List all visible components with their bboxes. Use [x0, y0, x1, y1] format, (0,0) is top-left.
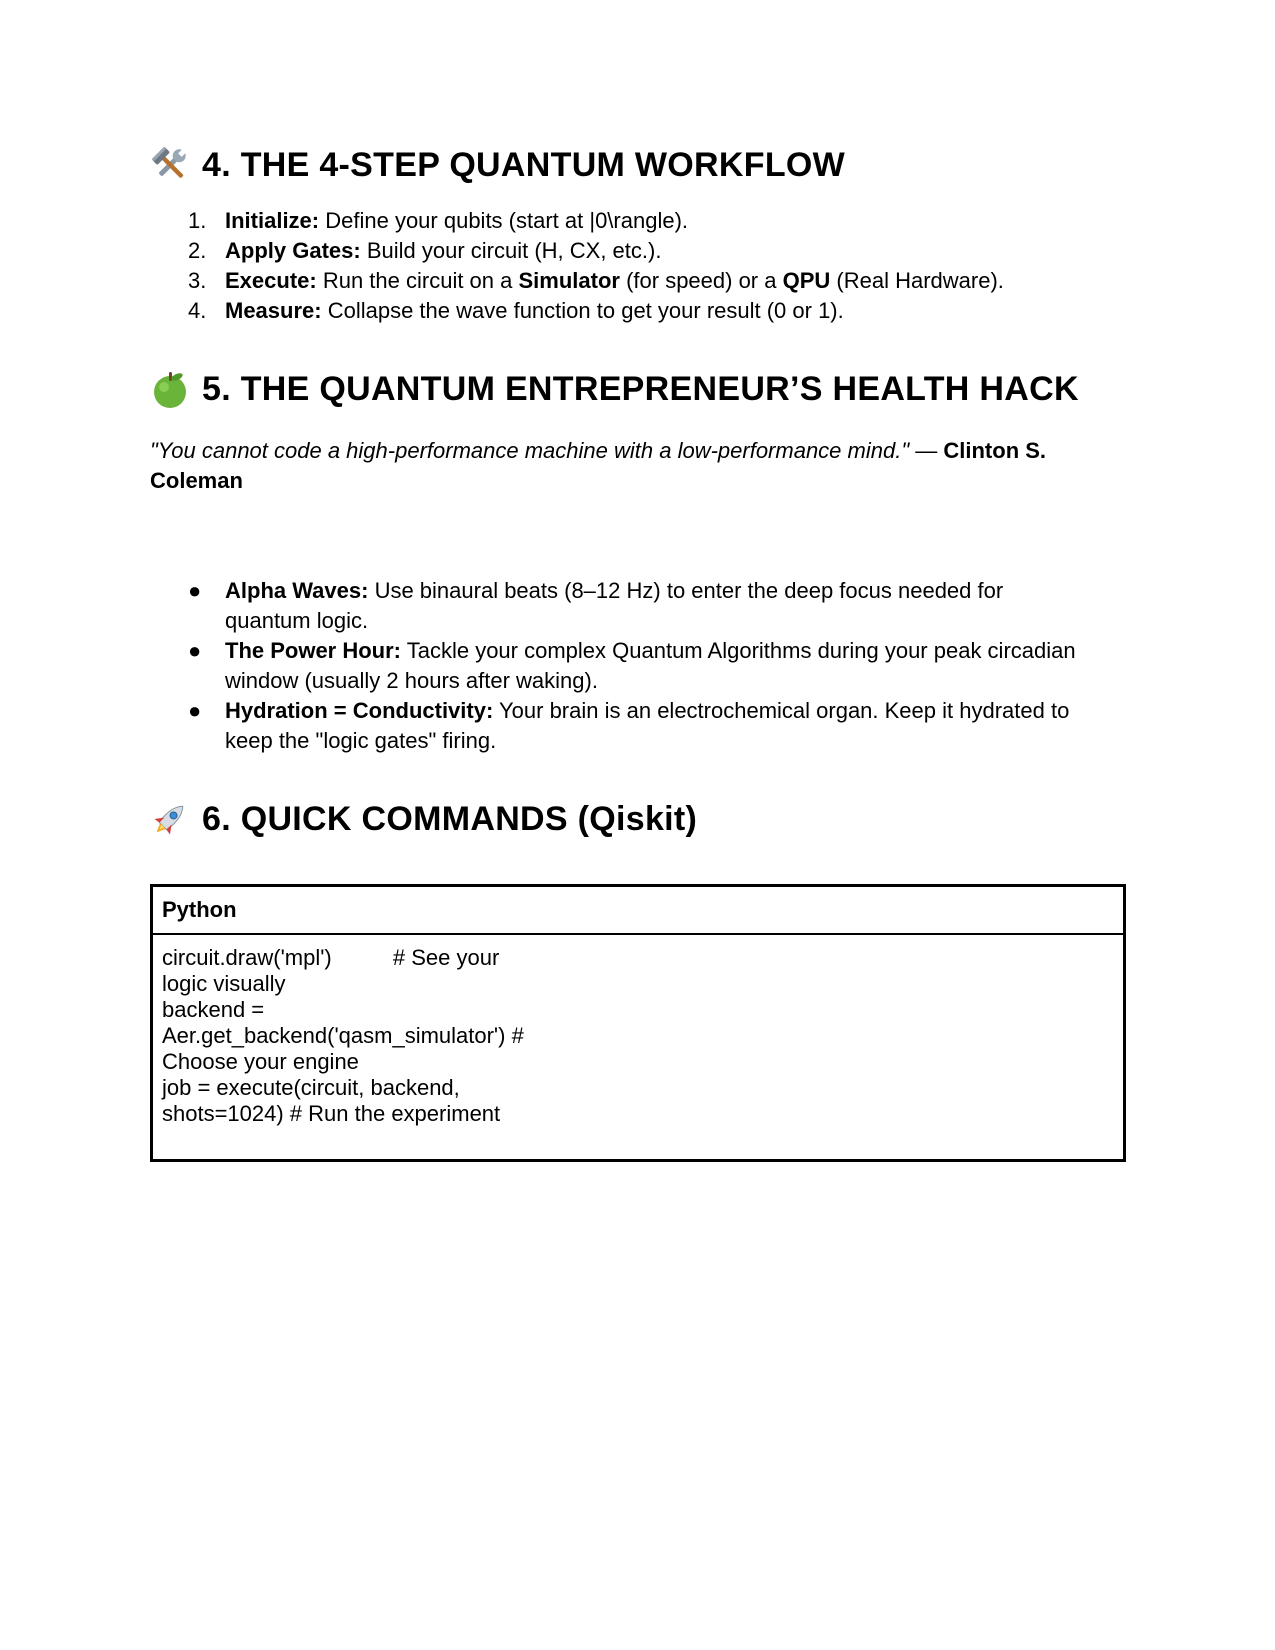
code-line: Choose your engine: [162, 1049, 359, 1074]
bullet-icon: ●: [188, 638, 202, 663]
code-content[interactable]: [153, 935, 1123, 1159]
code-line: shots=1024) # Run the experiment: [162, 1101, 501, 1126]
hammer-and-wrench-icon: [150, 145, 190, 185]
step-text: (for speed) or a: [619, 268, 783, 293]
step-text: Collapse the wave function to get your result (0 or 1).: [321, 298, 844, 323]
step-text: Define your qubits (start at |0\rangle).: [319, 208, 689, 233]
code-line: circuit.draw('mpl') # See your: [162, 945, 500, 970]
step-text: Build your circuit (H, CX, etc.).: [360, 238, 662, 263]
list-number: 4.: [188, 298, 207, 323]
step-text: Run the circuit on a: [316, 268, 519, 293]
rocket-icon: [150, 799, 190, 839]
bullet-label: The Power Hour:: [225, 638, 402, 663]
health-tips-list: [150, 576, 1130, 756]
document-page: [150, 140, 1130, 1162]
bullet-label: Alpha Waves:: [225, 578, 369, 603]
list-item: [150, 236, 1130, 266]
quote-text: "You cannot code a high-performance machine with a low-performance mind.": [150, 438, 910, 463]
quote-author: Coleman: [150, 468, 243, 493]
quote-author: Clinton S.: [943, 438, 1047, 463]
section-heading-workflow: [150, 140, 1130, 190]
step-label: Initialize:: [225, 208, 320, 233]
bullet-text: window (usually 2 hours after waking).: [225, 668, 598, 693]
step-text: (Real Hardware).: [830, 268, 1004, 293]
list-item: [150, 576, 1130, 636]
list-item: [150, 266, 1130, 296]
list-item: [150, 296, 1130, 326]
code-line: logic visually: [162, 971, 286, 996]
section-heading-text: 6. QUICK COMMANDS (Qiskit): [202, 799, 698, 838]
bullet-label: Hydration = Conductivity:: [225, 698, 494, 723]
section-heading-text: 5. THE QUANTUM ENTREPRENEUR’S HEALTH HACK: [202, 369, 1079, 408]
step-emphasis: Simulator: [518, 268, 620, 293]
code-block: [150, 884, 1126, 1162]
section-heading-health: [150, 364, 1130, 414]
bullet-icon: ●: [188, 578, 202, 603]
bullet-text: Your brain is an electrochemical organ. Keep it hydrated to: [493, 698, 1070, 723]
green-apple-icon: [150, 369, 190, 409]
bullet-text: keep the "logic gates" firing.: [225, 728, 497, 753]
code-line: Aer.get_backend('qasm_simulator') #: [162, 1023, 524, 1048]
list-number: 1.: [188, 208, 207, 233]
step-label: Measure:: [225, 298, 322, 323]
quote-paragraph: [150, 436, 1130, 496]
step-emphasis: QPU: [782, 268, 831, 293]
bullet-text: Tackle your complex Quantum Algorithms during your peak circadian: [401, 638, 1076, 663]
step-label: Apply Gates:: [225, 238, 361, 263]
list-number: 2.: [188, 238, 207, 263]
list-item: [150, 206, 1130, 236]
quote-dash: —: [909, 438, 944, 463]
workflow-steps-list: [150, 206, 1130, 326]
step-label: Execute:: [225, 268, 317, 293]
code-line: backend =: [162, 997, 265, 1022]
code-line: job = execute(circuit, backend,: [162, 1075, 460, 1100]
section-heading-text: 4. THE 4-STEP QUANTUM WORKFLOW: [202, 145, 846, 184]
list-item: [150, 636, 1130, 696]
list-number: 3.: [188, 268, 207, 293]
section-heading-commands: [150, 794, 1130, 844]
bullet-text: quantum logic.: [225, 608, 369, 633]
bullet-text: Use binaural beats (8–12 Hz) to enter the deep focus needed for: [368, 578, 1004, 603]
list-item: [150, 696, 1130, 756]
code-lines: [162, 945, 542, 1127]
code-language-label: Python: [153, 887, 1123, 935]
bullet-icon: ●: [188, 698, 202, 723]
